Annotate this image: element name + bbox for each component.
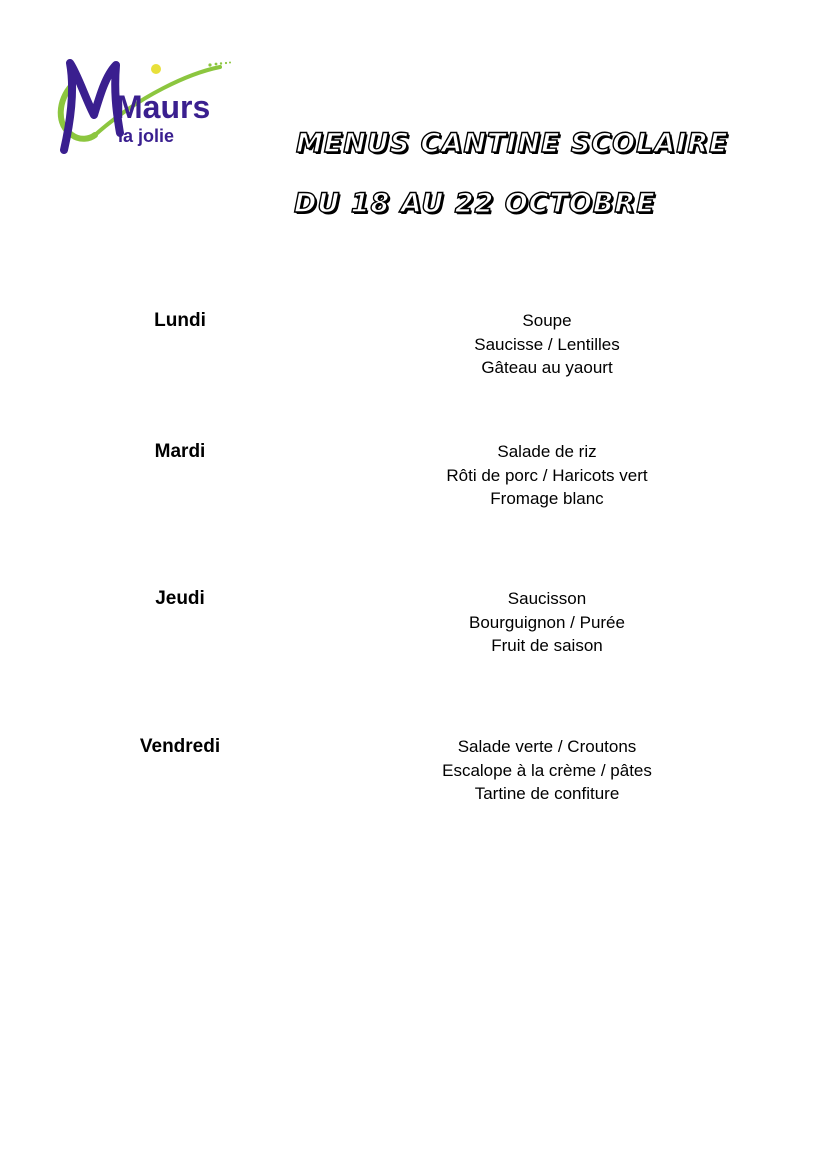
dish-item: Gâteau au yaourt: [481, 358, 613, 377]
maurs-la-jolie-logo: [50, 55, 235, 160]
dish-item: Rôti de porc / Haricots vert: [446, 465, 648, 485]
day-label: Jeudi: [155, 588, 205, 609]
logo-text-sub: la jolie: [118, 126, 175, 146]
day-label: Vendredi: [139, 736, 221, 757]
dish-item: Fromage blanc: [490, 489, 604, 508]
day-label: Lundi: [154, 310, 206, 331]
dish-list: [397, 735, 697, 806]
dish-item: Salade verte / Croutons: [457, 737, 637, 756]
dish-item: Soupe: [522, 311, 572, 330]
dish-list: [397, 440, 697, 511]
logo-graphic: [50, 55, 235, 160]
dish-item: Escalope à la crème / pâtes: [442, 760, 652, 780]
dish-item: Saucisson: [507, 589, 587, 608]
day-label: Mardi: [154, 441, 206, 462]
dish-item: Saucisse / Lentilles: [474, 334, 620, 354]
dish-item: Salade de riz: [497, 442, 597, 461]
title-line-1: MENUS CANTINE SCOLAIRE: [296, 128, 729, 159]
dish-item: Bourguignon / Purée: [469, 612, 625, 632]
dish-list: [397, 587, 697, 658]
dish-item: Tartine de confiture: [474, 784, 620, 803]
title-line-2: DU 18 AU 22 OCTOBRE: [294, 188, 656, 219]
dish-item: Fruit de saison: [491, 636, 603, 655]
dish-list: [397, 309, 697, 380]
logo-text-main: Maurs: [116, 89, 211, 125]
